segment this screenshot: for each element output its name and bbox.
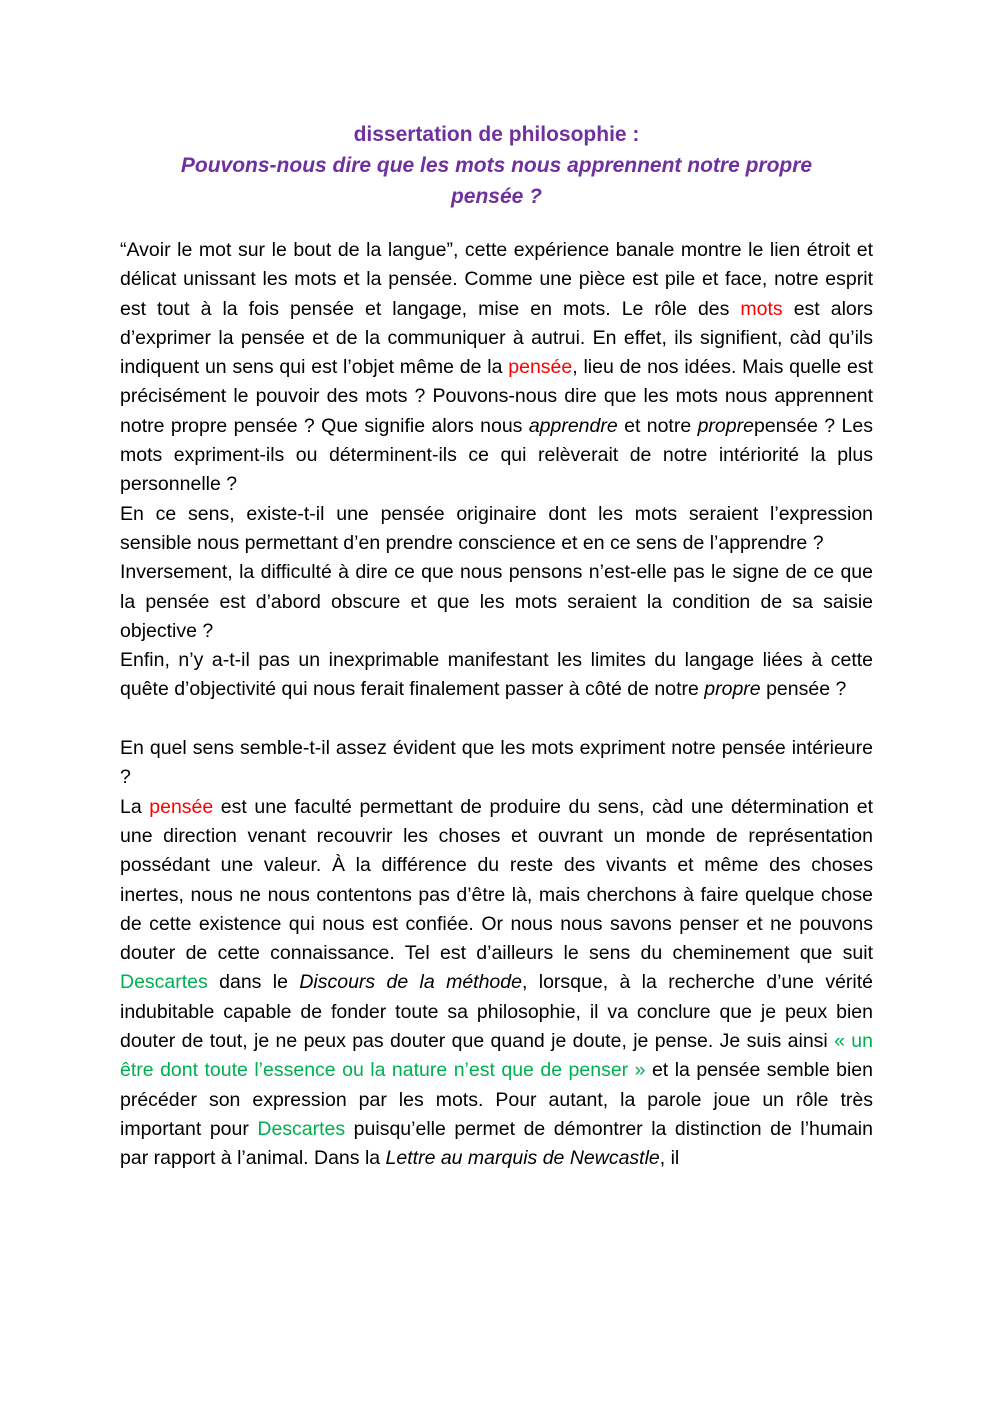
text-run: Inversement, la difficulté à dire ce que nous pensons n’est-elle pas le signe de ce que la pensée est d’abord obscure et que les mots seraient la condition de sa saisie objective ? <box>120 561 873 642</box>
text-run: « un être dont toute l’essence ou la nature n’est que de penser » <box>120 1030 873 1082</box>
paragraph-opening <box>120 236 873 500</box>
text-run: La <box>120 795 150 818</box>
text-run: propre <box>704 678 761 701</box>
text-run: Descartes <box>257 1117 346 1140</box>
document-title <box>120 119 873 212</box>
text-run: Discours de la méthode <box>299 971 522 994</box>
paragraph-partie1-developpement <box>120 793 873 1174</box>
text-run: est alors d’exprimer la pensée et de la communiquer à autrui. En effet, ils signifient, càd qu’ils indiquent un sens qui est l’objet même de la <box>120 297 873 379</box>
text-run: mots <box>740 297 783 320</box>
paragraph-partie1-question <box>120 734 873 793</box>
title-line-1: dissertation de philosophie : <box>353 123 640 146</box>
text-run: est une faculté permettant de produire du sens, càd une détermination et une direction venant recouvrir les choses et ouvrant un monde de représentation possédant une valeur. À la différence du reste des vivants et même des choses inertes, nous ne nous contentons pas d’être là, mais cherchons à faire quelque chose de cette existence qui nous est confiée. Or nous nous savons penser et ne pouvons douter de cette connaissance. Tel est d’ailleurs le sens du cheminement que suit <box>120 795 873 965</box>
text-run: pensée <box>149 795 214 818</box>
text-run: apprendre <box>528 414 618 437</box>
text-run: “Avoir le mot sur le bout de la langue”, cette expérience banale montre le lien étroit et délicat unissant les mots et la pensée. Comme une pièce est pile et face, notre esprit est tout à la fois pensée et langage, mise en mots. Le rôle des <box>120 239 873 320</box>
title-line-3: pensée ? <box>450 185 543 208</box>
document-body <box>120 236 873 1174</box>
text-run: Descartes <box>120 971 208 994</box>
text-run: pensée ? Les mots expriment-ils ou déterminent-ils ce qui relèverait de notre intériorité la plus personnelle ? <box>120 414 873 496</box>
text-run: dans le <box>207 971 300 994</box>
text-run: , il <box>659 1147 680 1170</box>
text-run: En quel sens semble-t-il assez évident que les mots expriment notre pensée intérieure ? <box>120 737 873 789</box>
paragraph-question-inversement <box>120 558 873 646</box>
title-line-2: Pouvons-nous dire que les mots nous apprennent notre propre <box>180 154 813 177</box>
text-run: et la pensée semble bien précéder son expression par les mots. Pour autant, la parole joue un rôle très important pour <box>120 1059 873 1140</box>
text-run: pensée ? <box>760 678 847 701</box>
paragraph-question-originaire <box>120 500 873 559</box>
text-run: , lorsque, à la recherche d’une vérité indubitable capable de fonder toute sa philosophie, il va conclure que je peux bien douter de tout, je ne peux pas douter que quand je doute, je pense. Je suis ainsi <box>120 971 873 1053</box>
text-run: propre <box>697 414 754 437</box>
text-run: , lieu de nos idées. Mais quelle est précisément le pouvoir des mots ? Pouvons-nous dire que les mots nous apprennent notre propre pensée ? Que signifie alors nous <box>120 356 873 437</box>
text-run: puisqu’elle permet de démontrer la distinction de l’humain par rapport à l’animal. Dans la <box>120 1117 873 1170</box>
text-run: pensée <box>508 356 573 379</box>
blank-line <box>120 705 873 734</box>
text-run: En ce sens, existe-t-il une pensée originaire dont les mots seraient l’expression sensible nous permettant d’en prendre conscience et en ce sens de l’apprendre ? <box>120 502 873 554</box>
text-run: Lettre au marquis de Newcastle <box>385 1147 660 1170</box>
text-run: et notre <box>617 414 698 437</box>
paragraph-question-inexprimable <box>120 646 873 705</box>
text-run: Enfin, n’y a-t-il pas un inexprimable manifestant les limites du langage liées à cette quête d’objectivité qui nous ferait finalement passer à côté de notre <box>120 649 873 701</box>
